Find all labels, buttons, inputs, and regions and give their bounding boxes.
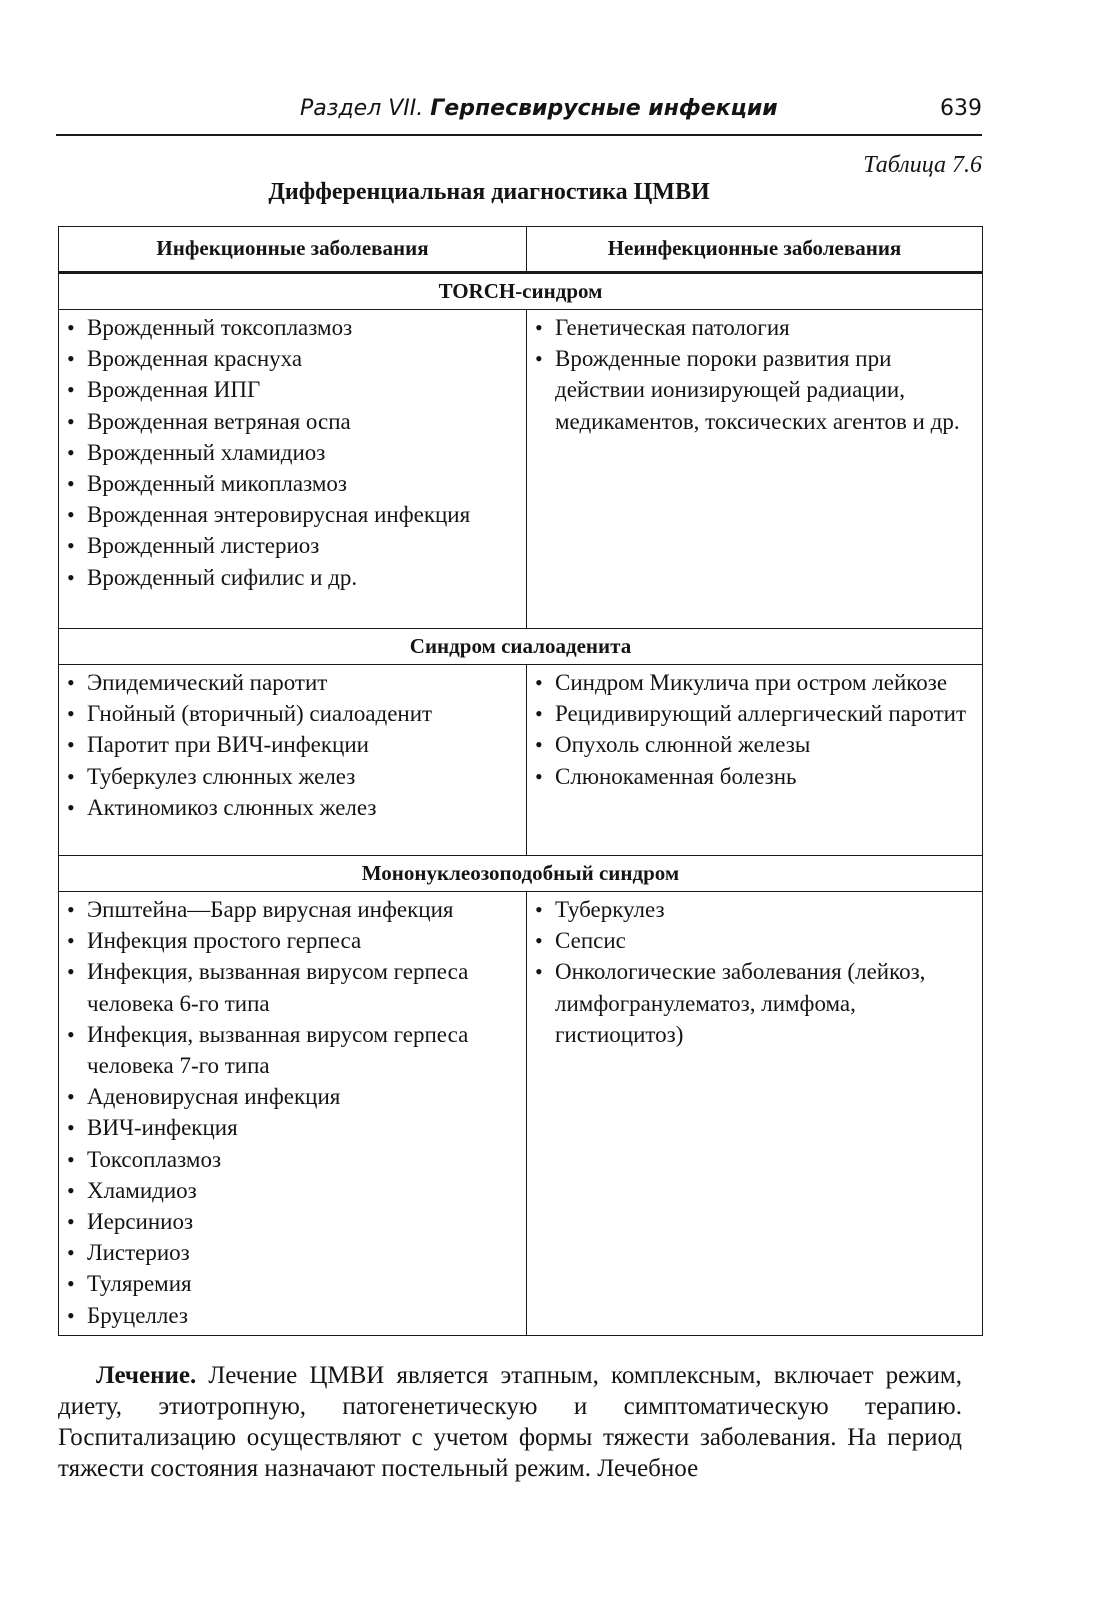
list-item: • Врожденный сифилис и др. <box>65 562 518 593</box>
list-item: • Сепсис <box>533 925 974 956</box>
list-item: • Туберкулез слюнных желез <box>65 761 518 792</box>
page-number: 639 <box>940 96 982 121</box>
section-heading-sialoadenitis: Синдром сиалоаденита <box>59 629 983 665</box>
list-item: • Бруцеллез <box>65 1300 518 1331</box>
list-item: • Эпштейна—Барр вирусная инфекция <box>65 894 518 925</box>
list-sialoadenitis-noninfectious <box>527 665 982 796</box>
list-item: • Врожденный хламидиоз <box>65 437 518 468</box>
section-heading-torch: TORCH-синдром <box>59 273 983 310</box>
section-row-sialoadenitis <box>59 629 983 665</box>
list-torch-infectious <box>59 310 526 597</box>
list-item: • Врожденные пороки развития при действии ионизирующей радиации, медикаментов, токсических агентов и др. <box>533 343 974 437</box>
table-title: Дифференциальная диагностика ЦМВИ <box>268 179 710 205</box>
list-item: • Онкологические заболевания (лейкоз, лимфогранулематоз, лимфома, гистиоцитоз) <box>533 956 974 1050</box>
differential-diagnosis-table <box>58 226 983 1336</box>
list-item: • Иерсиниоз <box>65 1206 518 1237</box>
cell-mononucleosis-infectious <box>59 892 527 1336</box>
list-item: • Актиномикоз слюнных желез <box>65 792 518 823</box>
list-mononucleosis-infectious <box>59 892 526 1335</box>
list-item: • Опухоль слюнной железы <box>533 729 974 760</box>
cell-torch-infectious <box>59 310 527 629</box>
section-heading-mononucleosis: Мононуклеозоподобный синдром <box>59 856 983 892</box>
list-item: • Врожденная ветряная оспа <box>65 406 518 437</box>
column-header-noninfectious: Неинфекционные заболевания <box>527 227 983 273</box>
column-header-infectious: Инфекционные заболевания <box>59 227 527 273</box>
list-item: • Врожденная энтеровирусная инфекция <box>65 499 518 530</box>
list-item: • Токсоплазмоз <box>65 1144 518 1175</box>
list-item: • Листериоз <box>65 1237 518 1268</box>
list-item: • Врожденный микоплазмоз <box>65 468 518 499</box>
list-item: • Слюнокаменная болезнь <box>533 761 974 792</box>
section-name: Герпесвирусные инфекции <box>430 96 778 121</box>
table-header-row <box>59 227 983 273</box>
cell-sialoadenitis-infectious <box>59 665 527 856</box>
running-title <box>300 94 778 124</box>
list-item: • Эпидемический паротит <box>65 667 518 698</box>
paragraph-lead: Лечение. <box>96 1362 197 1389</box>
table-row-sialoadenitis <box>59 665 983 856</box>
list-item: • Туберкулез <box>533 894 974 925</box>
list-item: • Хламидиоз <box>65 1175 518 1206</box>
list-item: • Аденовирусная инфекция <box>65 1081 518 1112</box>
list-item: • Туляремия <box>65 1268 518 1299</box>
list-item: • Врожденный листериоз <box>65 530 518 561</box>
list-mononucleosis-noninfectious <box>527 892 982 1054</box>
list-item: • Синдром Микулича при остром лейкозе <box>533 667 974 698</box>
list-item: • Инфекция простого герпеса <box>65 925 518 956</box>
list-item: • ВИЧ-инфекция <box>65 1112 518 1143</box>
list-item: • Паротит при ВИЧ-инфекции <box>65 729 518 760</box>
cell-sialoadenitis-noninfectious <box>527 665 983 856</box>
list-item: • Врожденная ИПГ <box>65 374 518 405</box>
table-label: Таблица 7.6 <box>863 152 982 178</box>
section-row-torch <box>59 273 983 310</box>
list-item: • Генетическая патология <box>533 312 974 343</box>
list-item: • Инфекция, вызванная вирусом герпеса человека 7-го типа <box>65 1019 518 1081</box>
running-header <box>56 94 982 136</box>
section-prefix: Раздел VII. <box>300 96 424 121</box>
table-row-torch <box>59 310 983 629</box>
list-item: • Врожденная краснуха <box>65 343 518 374</box>
cell-torch-noninfectious <box>527 310 983 629</box>
list-item: • Рецидивирующий аллергический паротит <box>533 698 974 729</box>
list-sialoadenitis-infectious <box>59 665 526 827</box>
list-item: • Инфекция, вызванная вирусом герпеса человека 6-го типа <box>65 956 518 1018</box>
cell-mononucleosis-noninfectious <box>527 892 983 1336</box>
paragraph-text: Лечение ЦМВИ является этапным, комплексным, включает режим, диету, этиотропную, патогенетическую и симптоматическую терапию. Госпитализацию осуществляют с учетом формы тяжести заболевания. На период тяжести состояния назначают постельный режим. Лечебное <box>58 1362 962 1482</box>
list-item: • Врожденный токсоплазмоз <box>65 312 518 343</box>
list-item: • Гнойный (вторичный) сиалоаденит <box>65 698 518 729</box>
table-row-mononucleosis <box>59 892 983 1336</box>
section-row-mononucleosis <box>59 856 983 892</box>
treatment-paragraph <box>58 1360 962 1484</box>
list-torch-noninfectious <box>527 310 982 441</box>
